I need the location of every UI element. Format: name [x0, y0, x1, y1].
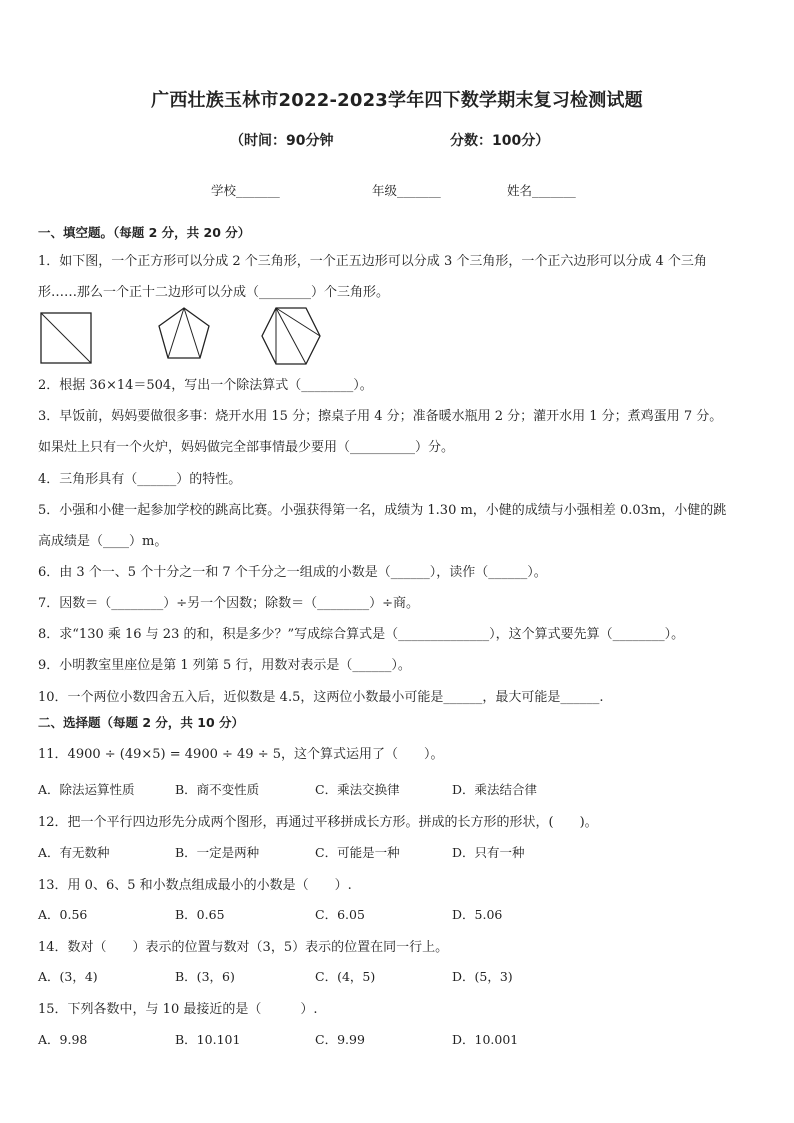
- question-5-line-2: 高成绩是（____）m。: [38, 534, 168, 549]
- q13-option-a[interactable]: A．0.56: [38, 907, 88, 922]
- q11-option-d[interactable]: D．乘法结合律: [452, 782, 538, 797]
- question-3-line-1: 3．早饭前，妈妈要做很多事：烧开水用 15 分；擦桌子用 4 分；准备暖水瓶用 2 分；灌开水用 1 分；煮鸡蛋用 7 分。: [38, 409, 723, 424]
- q14-option-a[interactable]: A．(3，4): [38, 969, 98, 984]
- q12-option-c[interactable]: C．可能是一种: [315, 845, 400, 860]
- q12-option-b[interactable]: B．一定是两种: [175, 845, 260, 860]
- question-1-line-2: 形……那么一个正十二边形可以分成（________）个三角形。: [38, 285, 390, 300]
- question-2: 2．根据 36×14＝504，写出一个除法算式（________）。: [38, 378, 373, 393]
- school-field: 学校_______: [211, 183, 280, 198]
- question-5-line-1: 5．小强和小健一起参加学校的跳高比赛。小强获得第一名，成绩为 1.30 m，小健的成绩与小强相差 0.03m，小健的跳: [38, 503, 727, 518]
- grade-field: 年级_______: [372, 183, 441, 198]
- question-7: 7．因数＝（________）÷另一个因数；除数＝（________）÷商。: [38, 596, 420, 611]
- question-8: 8．求“130 乘 16 与 23 的和，积是多少？”写成综合算式是（______________），这个算式要先算（________）。: [38, 627, 685, 642]
- q15-option-d[interactable]: D．10.001: [452, 1032, 519, 1047]
- question-9: 9．小明教室里座位是第 1 列第 5 行，用数对表示是（______）。: [38, 658, 411, 673]
- q14-option-b[interactable]: B．(3，6): [175, 969, 235, 984]
- q15-option-c[interactable]: C．9.99: [315, 1032, 365, 1047]
- q12-option-d[interactable]: D．只有一种: [452, 845, 525, 860]
- question-6: 6．由 3 个一、5 个十分之一和 7 个千分之一组成的小数是（______），读作（______）。: [38, 565, 547, 580]
- name-field: 姓名_______: [507, 183, 576, 198]
- question-10: 10．一个两位小数四舍五入后，近似数是 4.5，这两位小数最小可能是______，最大可能是______.: [38, 690, 604, 705]
- exam-score: 分数：100分）: [450, 133, 550, 149]
- question-1-line-1: 1．如下图，一个正方形可以分成 2 个三角形，一个正五边形可以分成 3 个三角形，一个正六边形可以分成 4 个三角: [38, 254, 707, 269]
- section-choice-heading: 二、选择题（每题 2 分，共 10 分）: [38, 715, 245, 730]
- question-13: 13．用 0、6、5 和小数点组成最小的小数是（ ）.: [38, 878, 352, 893]
- q11-option-c[interactable]: C．乘法交换律: [315, 782, 400, 797]
- question-3-line-2: 如果灶上只有一个火炉，妈妈做完全部事情最少要用（__________）分。: [38, 440, 455, 455]
- hexagon-figure: [260, 305, 322, 367]
- q13-option-b[interactable]: B．0.65: [175, 907, 225, 922]
- q11-option-b[interactable]: B．商不变性质: [175, 782, 260, 797]
- question-11: 11．4900 ÷ (49×5) = 4900 ÷ 49 ÷ 5，这个算式运用了（ ）。: [38, 747, 444, 762]
- q12-option-a[interactable]: A．有无数种: [38, 845, 110, 860]
- q14-option-c[interactable]: C．(4，5): [315, 969, 376, 984]
- question-12: 12．把一个平行四边形先分成两个图形，再通过平移拼成长方形。拼成的长方形的形状，( )。: [38, 815, 598, 830]
- question-4: 4．三角形具有（______）的特性。: [38, 472, 242, 487]
- q15-option-a[interactable]: A．9.98: [38, 1032, 88, 1047]
- q13-option-d[interactable]: D．5.06: [452, 907, 503, 922]
- q11-option-a[interactable]: A．除法运算性质: [38, 782, 135, 797]
- exam-time: （时间：90分钟: [230, 133, 334, 149]
- q13-option-c[interactable]: C．6.05: [315, 907, 365, 922]
- square-figure: [40, 312, 94, 366]
- q15-option-b[interactable]: B．10.101: [175, 1032, 241, 1047]
- section-fill-in-heading: 一、填空题。（每题 2 分，共 20 分）: [38, 225, 251, 240]
- q14-option-d[interactable]: D．(5，3): [452, 969, 513, 984]
- pentagon-figure: [156, 306, 212, 362]
- question-14: 14．数对（ ）表示的位置与数对（3，5）表示的位置在同一行上。: [38, 940, 449, 955]
- exam-title: 广西壮族玉林市2022-2023学年四下数学期末复习检测试题: [151, 90, 643, 111]
- question-15: 15．下列各数中，与 10 最接近的是（ ）.: [38, 1002, 318, 1017]
